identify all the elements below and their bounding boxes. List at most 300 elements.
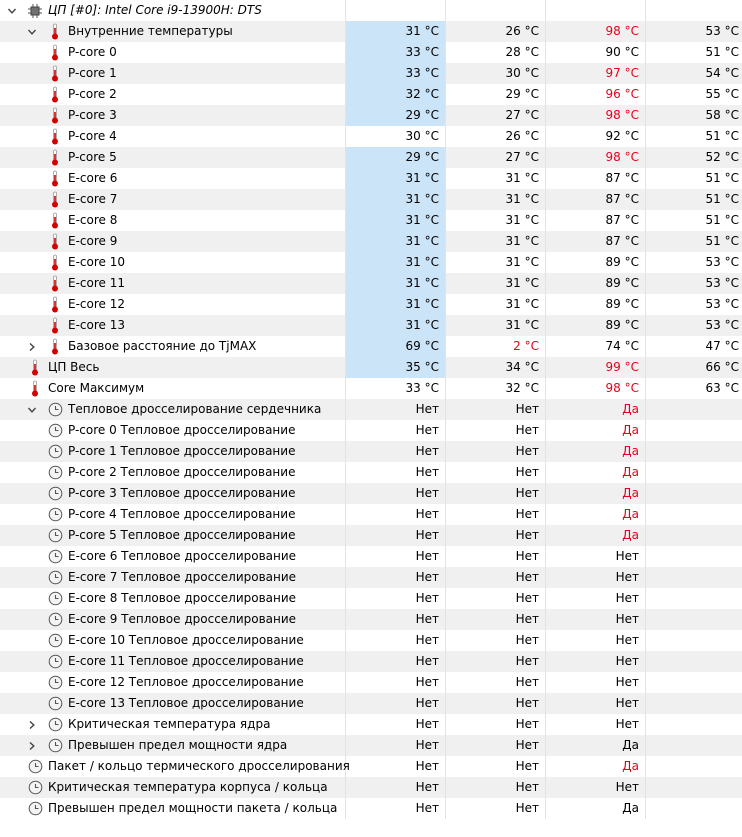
avg-value-cell: 47 °C <box>705 339 739 353</box>
sensor-name-cell <box>0 672 346 693</box>
clock-icon <box>28 756 43 777</box>
sensor-name-cell <box>0 420 346 441</box>
current-value-cell: 31 °C <box>346 210 446 231</box>
sensor-name-cell <box>0 168 346 189</box>
tree-row[interactable] <box>0 357 742 378</box>
tree-row[interactable] <box>0 168 742 189</box>
tree-row[interactable] <box>0 105 742 126</box>
current-value-cell: 31 °C <box>346 231 446 252</box>
sensor-label: E-core 12 <box>68 297 125 311</box>
clock-icon <box>48 735 63 756</box>
sensor-label: E-core 6 Тепловое дросселирование <box>68 549 297 563</box>
avg-value-cell <box>646 483 742 504</box>
thermometer-icon <box>51 105 59 126</box>
avg-value-cell <box>646 399 742 420</box>
tree-row[interactable] <box>0 42 742 63</box>
thermometer-icon <box>51 252 59 273</box>
clock-icon <box>48 609 63 630</box>
avg-value-cell: 52 °C <box>705 150 739 164</box>
max-value-cell: 98 °C <box>546 378 646 399</box>
avg-value-cell: 66 °C <box>705 360 739 374</box>
sensor-name-cell <box>0 588 346 609</box>
clock-icon <box>48 441 63 462</box>
tree-row[interactable] <box>0 567 742 588</box>
max-value-cell: 90 °C <box>546 42 646 63</box>
clock-icon <box>28 777 43 798</box>
chevron-right-icon[interactable] <box>26 336 38 357</box>
current-value-cell: 35 °C <box>346 357 446 378</box>
sensor-name-cell <box>0 504 346 525</box>
chevron-right-icon[interactable] <box>26 735 38 756</box>
min-value-cell: Нет <box>446 651 546 672</box>
max-value-cell: Да <box>546 483 646 504</box>
tree-row[interactable] <box>0 504 742 525</box>
max-value-cell: 89 °C <box>546 294 646 315</box>
current-value-cell: Нет <box>346 735 446 756</box>
thermometer-icon <box>51 231 59 252</box>
thermometer-icon <box>51 315 59 336</box>
sensor-label: Критическая температура ядра <box>68 717 271 731</box>
sensor-label: P-core 5 Тепловое дросселирование <box>68 528 296 542</box>
max-value-cell: 99 °C <box>546 357 646 378</box>
sensor-label: E-core 10 Тепловое дросселирование <box>68 633 304 647</box>
clock-icon <box>48 651 63 672</box>
min-value-cell: 31 °C <box>446 231 546 252</box>
max-value-cell: Нет <box>546 630 646 651</box>
sensor-label: P-core 2 Тепловое дросселирование <box>68 465 296 479</box>
min-value-cell: Нет <box>446 504 546 525</box>
chevron-down-icon[interactable] <box>6 0 18 21</box>
tree-row[interactable] <box>0 714 742 735</box>
sensor-label: E-core 8 Тепловое дросселирование <box>68 591 297 605</box>
max-value-cell: Да <box>546 399 646 420</box>
current-value-cell: Нет <box>346 651 446 672</box>
sensor-label: E-core 11 Тепловое дросселирование <box>68 654 304 668</box>
avg-value-cell: 51 °C <box>705 129 739 143</box>
sensor-label: E-core 13 <box>68 318 125 332</box>
avg-value-cell <box>646 462 742 483</box>
tree-row[interactable] <box>0 630 742 651</box>
clock-icon <box>48 567 63 588</box>
tree-row[interactable] <box>0 651 742 672</box>
current-value-cell: Нет <box>346 441 446 462</box>
min-value-cell: Нет <box>446 756 546 777</box>
current-value-cell: Нет <box>346 609 446 630</box>
avg-value-cell <box>646 798 742 819</box>
sensor-label: P-core 3 Тепловое дросселирование <box>68 486 296 500</box>
min-value-cell: 31 °C <box>446 273 546 294</box>
avg-value-cell <box>646 441 742 462</box>
sensor-label: P-core 5 <box>68 150 117 164</box>
avg-value-cell: 51 °C <box>705 192 739 206</box>
thermometer-icon <box>31 378 39 399</box>
min-value-cell: Нет <box>446 777 546 798</box>
tree-row[interactable] <box>0 546 742 567</box>
current-value-cell: 69 °C <box>346 336 446 357</box>
avg-value-cell <box>646 651 742 672</box>
avg-value-cell: 53 °C <box>705 255 739 269</box>
avg-value-cell: 58 °C <box>705 108 739 122</box>
clock-icon <box>28 798 43 819</box>
max-value-cell: Нет <box>546 546 646 567</box>
current-value-cell: 31 °C <box>346 168 446 189</box>
max-value-cell: Да <box>546 735 646 756</box>
avg-value-cell <box>646 672 742 693</box>
max-value-cell: 89 °C <box>546 252 646 273</box>
avg-value-cell: 63 °C <box>705 381 739 395</box>
clock-icon <box>48 588 63 609</box>
current-value-cell: Нет <box>346 693 446 714</box>
current-value-cell: Нет <box>346 588 446 609</box>
avg-value-cell: 53 °C <box>705 318 739 332</box>
sensor-label: E-core 10 <box>68 255 125 269</box>
tree-row[interactable] <box>0 21 742 42</box>
avg-value-cell <box>646 546 742 567</box>
min-value-cell: 31 °C <box>446 189 546 210</box>
clock-icon <box>48 462 63 483</box>
current-value-cell: Нет <box>346 546 446 567</box>
sensor-label: P-core 0 <box>68 45 117 59</box>
sensor-name-cell <box>0 567 346 588</box>
max-value-cell: 98 °C <box>546 147 646 168</box>
max-value-cell: Да <box>546 756 646 777</box>
min-value-cell: Нет <box>446 630 546 651</box>
avg-value-cell: 51 °C <box>705 171 739 185</box>
tree-row[interactable] <box>0 777 742 798</box>
sensor-name-cell <box>0 63 346 84</box>
sensor-name-cell <box>0 777 346 798</box>
chevron-down-icon[interactable] <box>26 21 38 42</box>
tree-row[interactable] <box>0 273 742 294</box>
min-value-cell: 32 °C <box>446 378 546 399</box>
tree-row[interactable] <box>0 210 742 231</box>
min-value-cell: 29 °C <box>446 84 546 105</box>
avg-value-cell: 51 °C <box>705 45 739 59</box>
clock-icon <box>48 693 63 714</box>
tree-row[interactable] <box>0 336 742 357</box>
thermometer-icon <box>51 42 59 63</box>
tree-row[interactable] <box>0 609 742 630</box>
min-value-cell: 31 °C <box>446 210 546 231</box>
max-value-cell: Нет <box>546 609 646 630</box>
min-value-cell: 31 °C <box>446 315 546 336</box>
chevron-right-icon[interactable] <box>26 714 38 735</box>
thermometer-icon <box>51 147 59 168</box>
current-value-cell: 31 °C <box>346 252 446 273</box>
tree-row[interactable] <box>0 756 742 777</box>
current-value-cell: Нет <box>346 462 446 483</box>
max-value-cell: Нет <box>546 777 646 798</box>
min-value-cell: Нет <box>446 714 546 735</box>
sensor-label: Внутренние температуры <box>68 24 233 38</box>
sensor-name-cell <box>0 336 346 357</box>
min-value-cell: Нет <box>446 735 546 756</box>
avg-value-cell <box>646 504 742 525</box>
sensor-label: P-core 4 Тепловое дросселирование <box>68 507 296 521</box>
current-value-cell: Нет <box>346 567 446 588</box>
max-value-cell: 97 °C <box>546 63 646 84</box>
thermometer-icon <box>51 168 59 189</box>
sensor-name-cell <box>0 147 346 168</box>
current-value-cell: 32 °C <box>346 84 446 105</box>
sensor-label: Превышен предел мощности пакета / кольца <box>48 801 338 815</box>
current-value-cell: Нет <box>346 714 446 735</box>
current-value-cell: Нет <box>346 630 446 651</box>
sensor-label: E-core 12 Тепловое дросселирование <box>68 675 304 689</box>
max-value-cell: 98 °C <box>546 21 646 42</box>
sensor-name-cell <box>0 693 346 714</box>
thermometer-icon <box>51 21 59 42</box>
clock-icon <box>48 420 63 441</box>
sensor-label: Превышен предел мощности ядра <box>68 738 288 752</box>
min-value-cell: 26 °C <box>446 126 546 147</box>
clock-icon <box>48 672 63 693</box>
avg-value-cell: 51 °C <box>705 234 739 248</box>
avg-value-cell <box>646 693 742 714</box>
max-value-cell: Да <box>546 441 646 462</box>
current-value-cell: 31 °C <box>346 315 446 336</box>
tree-row[interactable] <box>0 441 742 462</box>
sensor-name-cell <box>0 294 346 315</box>
current-value-cell: Нет <box>346 420 446 441</box>
sensor-name-cell <box>0 525 346 546</box>
min-value-cell: Нет <box>446 693 546 714</box>
sensor-name-cell <box>0 714 346 735</box>
sensor-name-cell <box>0 735 346 756</box>
tree-row[interactable] <box>0 672 742 693</box>
sensor-name-cell <box>0 399 346 420</box>
min-value-cell: Нет <box>446 567 546 588</box>
sensor-name-cell <box>0 462 346 483</box>
max-value-cell: 74 °C <box>546 336 646 357</box>
sensor-name-cell <box>0 189 346 210</box>
current-value-cell: Нет <box>346 798 446 819</box>
tree-row[interactable] <box>0 0 742 21</box>
clock-icon <box>48 630 63 651</box>
max-value-cell: 87 °C <box>546 168 646 189</box>
avg-value-cell: 53 °C <box>705 276 739 290</box>
tree-row[interactable] <box>0 798 742 819</box>
avg-value-cell <box>646 714 742 735</box>
sensor-label: P-core 1 <box>68 66 117 80</box>
tree-row[interactable] <box>0 63 742 84</box>
current-value-cell: Нет <box>346 756 446 777</box>
max-value-cell: 87 °C <box>546 231 646 252</box>
sensor-label: E-core 13 Тепловое дросселирование <box>68 696 304 710</box>
min-value-cell: Нет <box>446 441 546 462</box>
min-value-cell: 28 °C <box>446 42 546 63</box>
clock-icon <box>48 399 63 420</box>
sensor-label: Базовое расстояние до TjMAX <box>68 339 257 353</box>
avg-value-cell <box>646 588 742 609</box>
current-value-cell: 31 °C <box>346 21 446 42</box>
max-value-cell: 92 °C <box>546 126 646 147</box>
clock-icon <box>48 525 63 546</box>
current-value-cell: 31 °C <box>346 273 446 294</box>
sensor-label: E-core 8 <box>68 213 118 227</box>
sensor-name-cell <box>0 126 346 147</box>
sensor-name-cell <box>0 273 346 294</box>
sensor-name-cell <box>0 84 346 105</box>
tree-row[interactable] <box>0 525 742 546</box>
clock-icon <box>48 483 63 504</box>
sensor-name-cell <box>0 378 346 399</box>
tree-row[interactable] <box>0 147 742 168</box>
max-value-cell: 87 °C <box>546 189 646 210</box>
current-value-cell: 30 °C <box>346 126 446 147</box>
clock-icon <box>48 714 63 735</box>
sensor-name-cell <box>0 0 346 21</box>
sensor-label: P-core 3 <box>68 108 117 122</box>
current-value-cell: Нет <box>346 672 446 693</box>
avg-value-cell: 53 °C <box>705 297 739 311</box>
max-value-cell: 89 °C <box>546 273 646 294</box>
avg-value-cell <box>646 735 742 756</box>
tree-row[interactable] <box>0 252 742 273</box>
avg-value-cell <box>646 756 742 777</box>
sensor-name-cell <box>0 756 350 777</box>
avg-value-cell: 54 °C <box>705 66 739 80</box>
max-value-cell: 89 °C <box>546 315 646 336</box>
min-value-cell: Нет <box>446 483 546 504</box>
min-value-cell: Нет <box>446 420 546 441</box>
sensor-name-cell <box>0 315 346 336</box>
current-value-cell: 31 °C <box>346 189 446 210</box>
sensor-name-cell <box>0 21 346 42</box>
max-value-cell: 87 °C <box>546 210 646 231</box>
current-value-cell: Нет <box>346 483 446 504</box>
avg-value-cell: 51 °C <box>705 213 739 227</box>
min-value-cell: 34 °C <box>446 357 546 378</box>
max-value-cell: Нет <box>546 672 646 693</box>
tree-row[interactable] <box>0 126 742 147</box>
avg-value-cell <box>646 525 742 546</box>
sensor-label: E-core 9 <box>68 234 118 248</box>
avg-value-cell <box>646 609 742 630</box>
current-value-cell: 33 °C <box>346 378 446 399</box>
tree-row[interactable] <box>0 693 742 714</box>
min-value-cell: Нет <box>446 546 546 567</box>
current-value-cell: 33 °C <box>346 63 446 84</box>
max-value-cell <box>546 0 646 21</box>
sensor-label: P-core 2 <box>68 87 117 101</box>
sensor-label: Критическая температура корпуса / кольца <box>48 780 328 794</box>
current-value-cell: Нет <box>346 525 446 546</box>
avg-value-cell <box>646 777 742 798</box>
avg-value-cell <box>646 630 742 651</box>
sensor-name-cell <box>0 609 346 630</box>
min-value-cell: Нет <box>446 462 546 483</box>
min-value-cell <box>446 0 546 21</box>
chevron-down-icon[interactable] <box>26 399 38 420</box>
thermometer-icon <box>51 210 59 231</box>
thermometer-icon <box>51 84 59 105</box>
sensor-name-cell <box>0 441 346 462</box>
max-value-cell: Нет <box>546 714 646 735</box>
min-value-cell: Нет <box>446 609 546 630</box>
min-value-cell: 2 °C <box>446 336 546 357</box>
sensor-label: P-core 1 Тепловое дросселирование <box>68 444 296 458</box>
sensor-label: E-core 9 Тепловое дросселирование <box>68 612 297 626</box>
tree-row[interactable] <box>0 378 742 399</box>
sensor-name-cell <box>0 105 346 126</box>
sensor-name-cell <box>0 483 346 504</box>
max-value-cell: Да <box>546 462 646 483</box>
sensor-label: E-core 7 <box>68 192 118 206</box>
max-value-cell: Да <box>546 504 646 525</box>
thermometer-icon <box>51 336 59 357</box>
sensor-label: E-core 11 <box>68 276 125 290</box>
max-value-cell: Нет <box>546 651 646 672</box>
avg-value-cell: 53 °C <box>705 24 739 38</box>
cpu-chip-icon <box>28 0 42 21</box>
min-value-cell: Нет <box>446 798 546 819</box>
sensor-label: Core Максимум <box>48 381 145 395</box>
current-value-cell: Нет <box>346 504 446 525</box>
sensor-label: E-core 6 <box>68 171 118 185</box>
thermometer-icon <box>51 126 59 147</box>
current-value-cell: Нет <box>346 777 446 798</box>
avg-value-cell <box>646 567 742 588</box>
tree-row[interactable] <box>0 462 742 483</box>
min-value-cell: Нет <box>446 399 546 420</box>
min-value-cell: Нет <box>446 588 546 609</box>
tree-row[interactable] <box>0 588 742 609</box>
sensor-name-cell <box>0 651 346 672</box>
tree-row[interactable] <box>0 294 742 315</box>
sensor-name-cell <box>0 252 346 273</box>
sensor-name-cell <box>0 798 346 819</box>
thermometer-icon <box>51 63 59 84</box>
tree-row[interactable] <box>0 231 742 252</box>
min-value-cell: 27 °C <box>446 147 546 168</box>
max-value-cell: Да <box>546 420 646 441</box>
max-value-cell: Нет <box>546 588 646 609</box>
sensor-name-cell <box>0 210 346 231</box>
thermometer-icon <box>51 189 59 210</box>
sensor-label: P-core 0 Тепловое дросселирование <box>68 423 296 437</box>
sensor-label: ЦП Весь <box>48 360 100 374</box>
thermometer-icon <box>31 357 39 378</box>
tree-row[interactable] <box>0 735 742 756</box>
avg-value-cell <box>646 420 742 441</box>
tree-row[interactable] <box>0 399 742 420</box>
tree-row[interactable] <box>0 483 742 504</box>
sensor-name-cell <box>0 231 346 252</box>
sensor-name-cell <box>0 357 346 378</box>
min-value-cell: 26 °C <box>446 21 546 42</box>
thermometer-icon <box>51 273 59 294</box>
current-value-cell: 31 °C <box>346 294 446 315</box>
tree-row[interactable] <box>0 420 742 441</box>
min-value-cell: Нет <box>446 525 546 546</box>
max-value-cell: Нет <box>546 567 646 588</box>
tree-row[interactable] <box>0 315 742 336</box>
min-value-cell: 31 °C <box>446 294 546 315</box>
min-value-cell: 27 °C <box>446 105 546 126</box>
tree-row[interactable] <box>0 189 742 210</box>
min-value-cell: 31 °C <box>446 252 546 273</box>
sensor-name-cell <box>0 546 346 567</box>
current-value-cell: 33 °C <box>346 42 446 63</box>
sensor-label: E-core 7 Тепловое дросселирование <box>68 570 297 584</box>
max-value-cell: Нет <box>546 693 646 714</box>
max-value-cell: 96 °C <box>546 84 646 105</box>
min-value-cell: 31 °C <box>446 168 546 189</box>
avg-value-cell <box>646 0 742 21</box>
sensor-label: Тепловое дросселирование сердечника <box>68 402 322 416</box>
tree-row[interactable] <box>0 84 742 105</box>
